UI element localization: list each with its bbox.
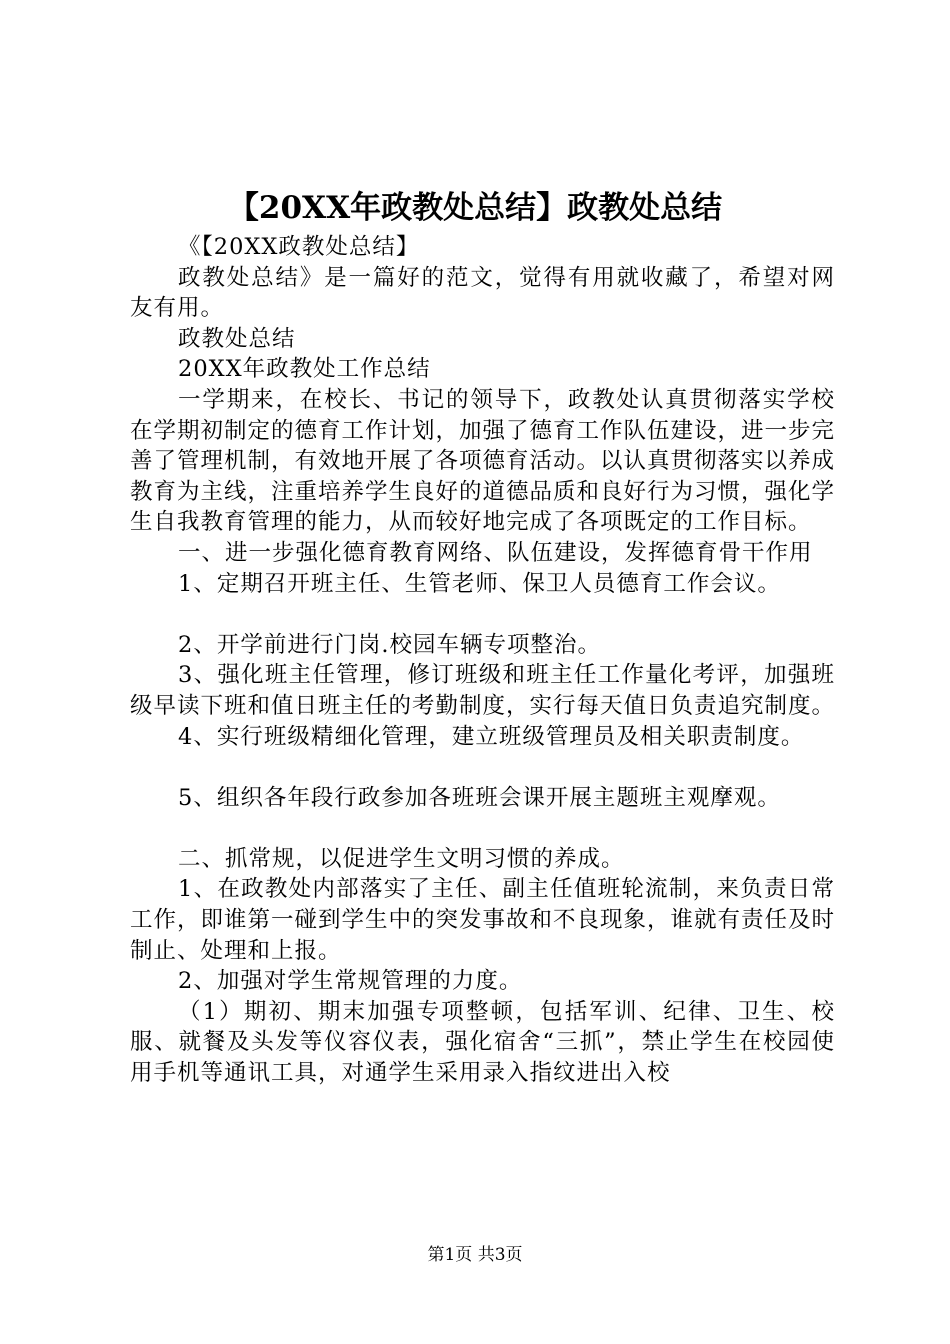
paragraph-sec2-subitem-1: （1）期初、期末加强专项整顿，包括军训、纪律、卫生、校服、就餐及头发等仪容仪表，强化宿舍“三抓”，禁止学生在校园使用手机等通讯工具，对通学生采用录入指纹进出入校 <box>130 998 835 1087</box>
blank-line <box>130 752 835 783</box>
blank-line <box>130 813 835 844</box>
paragraph-item-3: 3、强化班主任管理，修订班级和班主任工作量化考评，加强班级早读下班和值日班主任的考勤制度，实行每天值日负责追究制度。 <box>130 662 836 719</box>
paragraph-heading-1: 政教处总结 <box>178 325 296 352</box>
paragraph-intro-1: 《【20XX政教处总结】 <box>178 234 420 260</box>
paragraph-heading-2: 20XX年政教处工作总结 <box>178 356 431 383</box>
paragraph-overview: 一学期来，在校长、书记的领导下，政教处认真贯彻落实学校在学期初制定的德育工作计划，加强了德育工作队伍建设，进一步完善了管理机制，有效地开展了各项德育活动。以认真贯彻落实以养成教育为主线，注重培养学生良好的道德品质和良好行为习惯，强化学生自我教育管理的能力，从而较好地完成了各项既定的工作目标。 <box>130 386 836 536</box>
paragraph-sec2-item-2: 2、加强对学生常规管理的力度。 <box>178 968 523 995</box>
document-title: 【20XX年政教处总结】政教处总结 <box>227 190 723 226</box>
paragraph-item-1: 1、定期召开班主任、生管老师、保卫人员德育工作会议。 <box>178 570 781 597</box>
blank-line <box>130 599 835 630</box>
paragraph-intro-2: 政教处总结》是一篇好的范文，觉得有用就收藏了，希望对网友有用。 <box>130 264 835 322</box>
page-footer: 第1页 共3页 <box>427 1245 523 1265</box>
paragraph-item-4: 4、实行班级精细化管理，建立班级管理员及相关职责制度。 <box>178 723 805 750</box>
paragraph-sec2-item-1: 1、在政教处内部落实了主任、副主任值班轮流制，来负责日常工作，即谁第一碰到学生中的突发事故和不良现象，谁就有责任及时制止、处理和上报。 <box>130 876 836 964</box>
paragraph-item-5: 5、组织各年段行政参加各班班会课开展主题班主观摩观。 <box>178 784 781 811</box>
paragraph-section-1: 一、进一步强化德育教育网络、队伍建设，发挥德育骨干作用 <box>178 539 813 566</box>
document-body <box>130 232 835 1089</box>
paragraph-section-2: 二、抓常规，以促进学生文明习惯的养成。 <box>178 845 625 872</box>
paragraph-item-2: 2、开学前进行门岗.校园车辆专项整治。 <box>178 631 601 658</box>
